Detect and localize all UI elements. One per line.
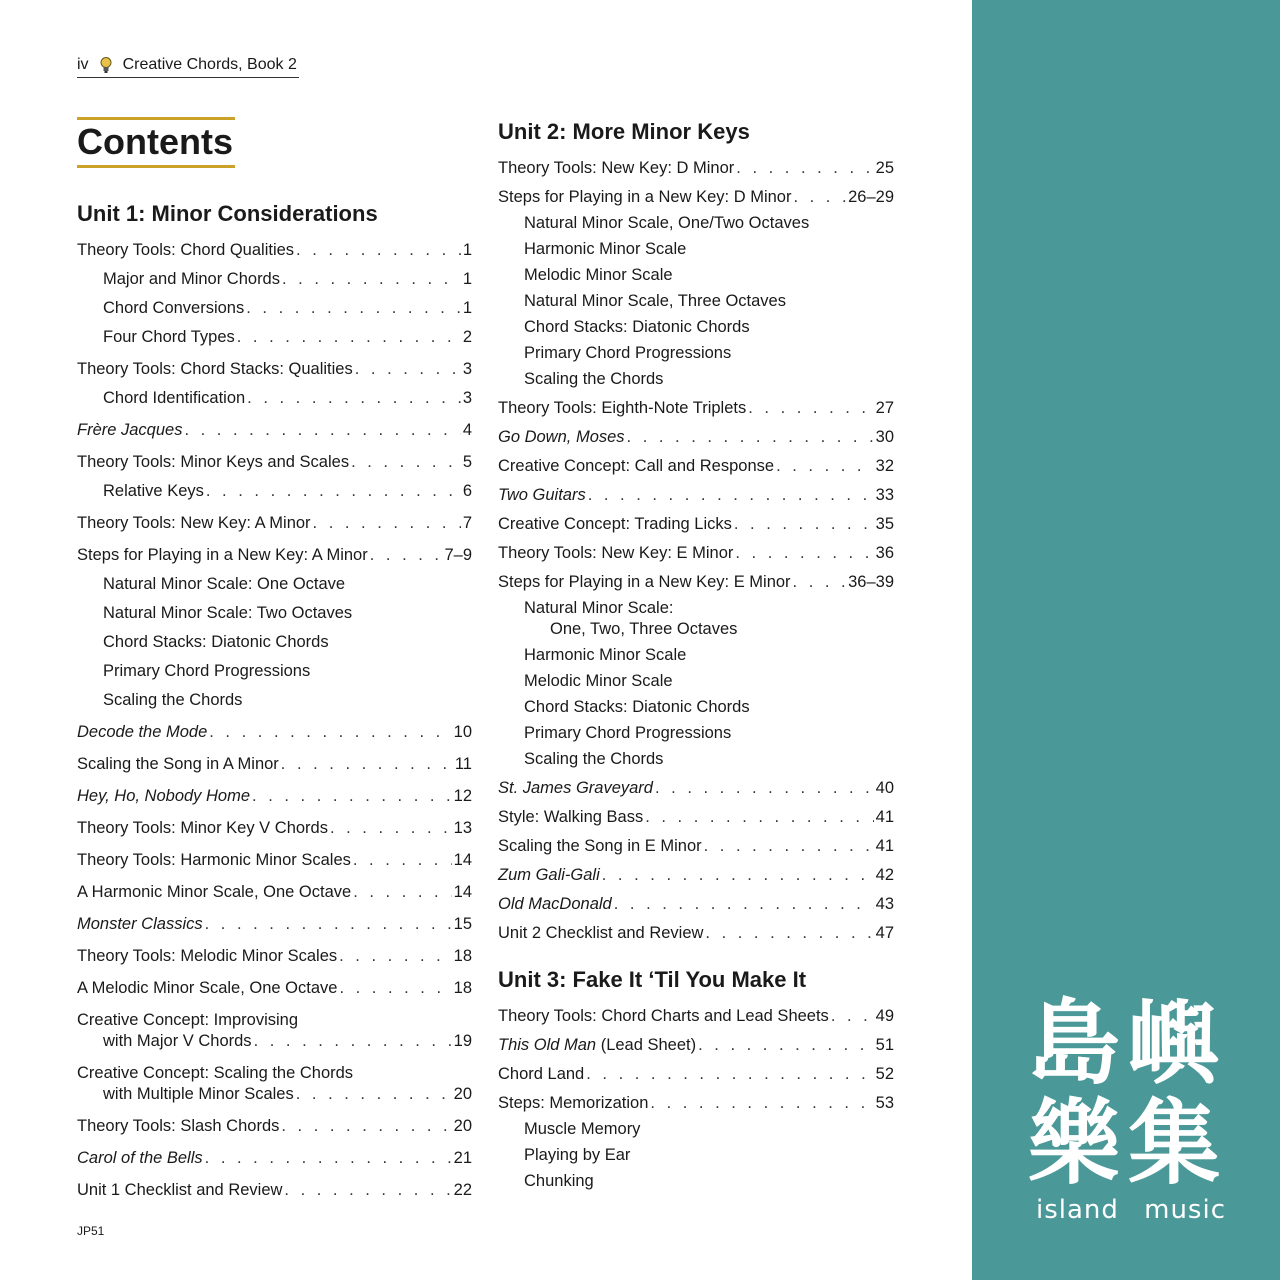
toc-subentry[interactable]: Chord Conversions . . . 1	[77, 298, 472, 319]
toc-entry[interactable]: Chord Land . . . 52	[498, 1064, 894, 1085]
toc-entry-song[interactable]: Decode the Mode . . . 10	[77, 722, 472, 743]
toc-subitem[interactable]: Primary Chord Progressions	[103, 662, 311, 680]
toc-entry[interactable]: Steps for Playing in a New Key: A Minor . . . 7–9	[77, 545, 472, 566]
toc-subitem[interactable]: Primary Chord Progressions	[524, 344, 732, 362]
toc-subitem-continued[interactable]: One, Two, Three Octaves	[550, 620, 738, 638]
toc-entry[interactable]: Style: Walking Bass . . . 41	[498, 807, 894, 828]
toc-entry-song[interactable]: Two Guitars . . . 33	[498, 485, 894, 506]
logo-word-music: music	[1144, 1195, 1226, 1225]
toc-entry[interactable]: Scaling the Song in A Minor . . . 11	[77, 754, 472, 775]
toc-entry-song[interactable]: St. James Graveyard . . . 40	[498, 778, 894, 799]
logo-char: 樂	[1028, 1090, 1121, 1185]
toc-subitem[interactable]: Harmonic Minor Scale	[524, 646, 687, 664]
toc-entry[interactable]: Theory Tools: Chord Charts and Lead Sheets . . . 49	[498, 1006, 894, 1027]
toc-entry[interactable]: Steps for Playing in a New Key: E Minor . . . 36–39	[498, 572, 894, 593]
toc-subitem[interactable]: Primary Chord Progressions	[524, 724, 732, 742]
toc-entry-song[interactable]: Monster Classics . . . 15	[77, 914, 472, 935]
toc-entry[interactable]: Theory Tools: New Key: D Minor . . . 25	[498, 158, 894, 179]
toc-subentry[interactable]: Four Chord Types . . . 2	[77, 327, 472, 348]
toc-subitem[interactable]: Natural Minor Scale: Two Octaves	[103, 604, 353, 622]
toc-entry[interactable]: Steps for Playing in a New Key: D Minor . . . 26–29	[498, 187, 894, 208]
toc-entry[interactable]: A Melodic Minor Scale, One Octave . . . 18	[77, 978, 472, 999]
toc-subitem[interactable]: Scaling the Chords	[524, 750, 664, 768]
toc-left-column	[77, 200, 472, 1201]
toc-entry-song[interactable]: Old MacDonald . . . 43	[498, 894, 894, 915]
toc-entry[interactable]: Theory Tools: Melodic Minor Scales . . . 18	[77, 946, 472, 967]
toc-entry[interactable]: Creative Concept: Call and Response . . . 32	[498, 456, 894, 477]
toc-entry[interactable]: A Harmonic Minor Scale, One Octave . . . 14	[77, 882, 472, 903]
toc-entry-song[interactable]: Hey, Ho, Nobody Home . . . 12	[77, 786, 472, 807]
contents-heading: Contents	[77, 117, 235, 168]
toc-entry[interactable]: Steps: Memorization . . . 53	[498, 1093, 894, 1114]
toc-subitem[interactable]: Melodic Minor Scale	[524, 266, 673, 284]
island-music-logo	[1028, 990, 1228, 1185]
toc-subitem[interactable]: Harmonic Minor Scale	[524, 240, 687, 258]
toc-entry-song[interactable]: Zum Gali-Gali . . . 42	[498, 865, 894, 886]
running-header	[77, 53, 299, 78]
toc-subitem[interactable]: Muscle Memory	[524, 1120, 641, 1138]
toc-entry-song[interactable]: Carol of the Bells . . . 21	[77, 1148, 472, 1169]
toc-entry-two-line[interactable]: Creative Concept: Scaling the Chords with Multiple Minor Scales . . . 20	[77, 1063, 472, 1105]
toc-subitem[interactable]: Chord Stacks: Diatonic Chords	[524, 318, 750, 336]
toc-entry[interactable]: Scaling the Song in E Minor . . . 41	[498, 836, 894, 857]
footer-code: JP51	[77, 1224, 105, 1238]
toc-entry[interactable]: Theory Tools: Eighth-Note Triplets . . . 27	[498, 398, 894, 419]
toc-entry[interactable]: Theory Tools: New Key: E Minor . . . 36	[498, 543, 894, 564]
toc-subitem[interactable]: Playing by Ear	[524, 1146, 631, 1164]
toc-subitem[interactable]: Chunking	[524, 1172, 594, 1190]
toc-subentry[interactable]: Major and Minor Chords . . . 1	[77, 269, 472, 290]
toc-subitem[interactable]: Scaling the Chords	[103, 691, 243, 709]
toc-subitem[interactable]: Natural Minor Scale, One/Two Octaves	[524, 214, 810, 232]
toc-right-column	[498, 118, 894, 1192]
logo-english	[1036, 1195, 1226, 1225]
toc-subitem[interactable]: Scaling the Chords	[524, 370, 664, 388]
toc-subitem[interactable]: Natural Minor Scale, Three Octaves	[524, 292, 786, 310]
page-roman-numeral: iv	[77, 56, 89, 73]
toc-entry-two-line[interactable]: Creative Concept: Improvising with Major V Chords . . . 19	[77, 1010, 472, 1052]
lightbulb-icon	[99, 56, 113, 74]
toc-entry[interactable]: Theory Tools: Chord Qualities . . . 1	[77, 240, 472, 261]
toc-entry[interactable]: Theory Tools: Minor Key V Chords . . . 13	[77, 818, 472, 839]
toc-entry[interactable]: Unit 2 Checklist and Review . . . 47	[498, 923, 894, 944]
toc-entry[interactable]: Creative Concept: Trading Licks . . . 35	[498, 514, 894, 535]
toc-entry-song[interactable]: Go Down, Moses . . . 30	[498, 427, 894, 448]
toc-subentry[interactable]: Chord Identification . . . 3	[77, 388, 472, 409]
toc-entry-song[interactable]: Frère Jacques . . . 4	[77, 420, 472, 441]
book-title: Creative Chords, Book 2	[122, 56, 297, 73]
toc-subentry[interactable]: Relative Keys . . . 6	[77, 481, 472, 502]
toc-entry[interactable]: Theory Tools: Chord Stacks: Qualities . . . 3	[77, 359, 472, 380]
toc-subitem[interactable]: Chord Stacks: Diatonic Chords	[524, 698, 750, 716]
toc-entry-song[interactable]: This Old Man (Lead Sheet) . . . 51	[498, 1035, 894, 1056]
logo-char: 集	[1128, 1090, 1221, 1185]
toc-subitem[interactable]: Natural Minor Scale:	[524, 599, 674, 617]
logo-char: 嶼	[1128, 990, 1221, 1097]
toc-entry[interactable]: Theory Tools: Slash Chords . . . 20	[77, 1116, 472, 1137]
toc-entry[interactable]: Theory Tools: Harmonic Minor Scales . . . 14	[77, 850, 472, 871]
toc-entry[interactable]: Theory Tools: Minor Keys and Scales . . . 5	[77, 452, 472, 473]
logo-word-island: island	[1036, 1195, 1119, 1225]
unit-3-title: Unit 3: Fake It ‘Til You Make It	[498, 967, 807, 992]
logo-char: 島	[1028, 990, 1121, 1097]
toc-subitem[interactable]: Natural Minor Scale: One Octave	[103, 575, 346, 593]
toc-entry[interactable]: Unit 1 Checklist and Review . . . 22	[77, 1180, 472, 1201]
unit-2-title: Unit 2: More Minor Keys	[498, 119, 750, 144]
toc-subitem[interactable]: Chord Stacks: Diatonic Chords	[103, 633, 329, 651]
toc-subitem[interactable]: Melodic Minor Scale	[524, 672, 673, 690]
unit-1-title: Unit 1: Minor Considerations	[77, 201, 378, 226]
toc-entry[interactable]: Theory Tools: New Key: A Minor . . . 7	[77, 513, 472, 534]
